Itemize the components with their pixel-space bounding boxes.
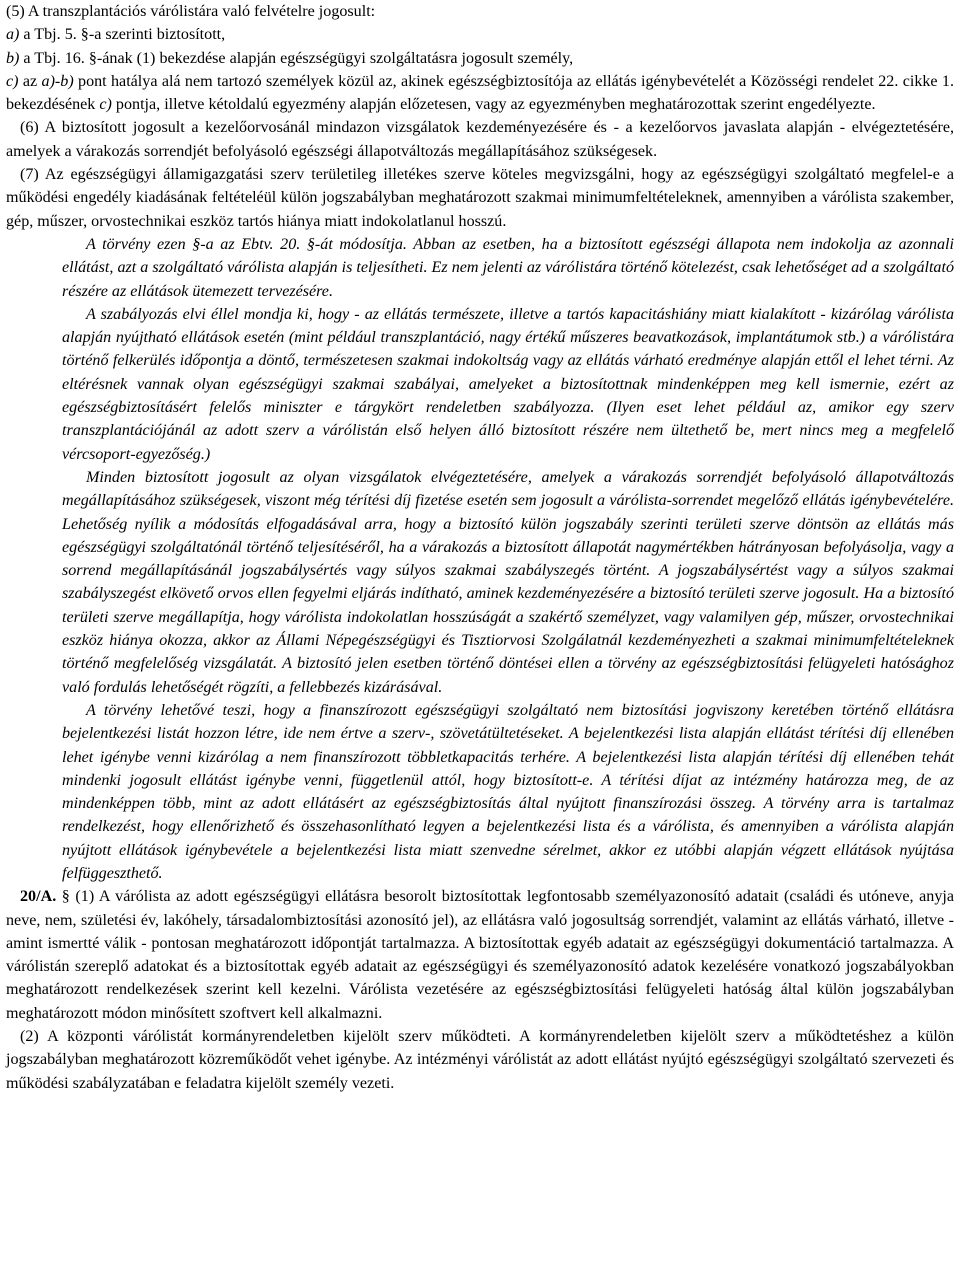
- explanatory-note-2: A szabályozás elvi éllel mondja ki, hogy - az ellátás természete, illetve a tartós kapacitáshiány miatt kialakított - kizárólag várólista alapján nyújtható ellátások esetén (mint például transzplantáció, nagy értékű műszeres beavatkozások, implantátumok stb.) a várólistára történő felkerülés időpontja a döntő, természetesen szakmai indokoltság vagy az ellátás várható eredménye alapján ettől el lehet térni. Az eltérésnek vannak olyan egészségügyi szakmai szabályai, amelyeket a biztosítottnak mindenképpen meg kell ismernie, ezért az egészségbiztosításért felelős miniszter e tárgykört rendeletben szabályozza. (Ilyen eset lehet például az, amikor egy szerv transzplantációjánál az adott szerv a várólistán első helyen álló biztosított részére nem ültethető be, mert nincs meg a megfelelő vércsoport-egyezőség.): [62, 305, 954, 463]
- paragraph-5-item-c: c) az a)-b) pont hatálya alá nem tartozó személyek közül az, akinek egészségbiztosítója az ellátás igénybevételét a Közösségi rendelet 22. cikke 1. bekezdésének c) pontja, illetve kétoldalú egyezmény alapján előzetesen, vagy az egyezményben meghatározottak szerint engedélyezte.: [6, 72, 954, 114]
- paragraph-5-item-b: b) a Tbj. 16. §-ának (1) bekezdése alapján egészségügyi szolgáltatásra jogosult személy,: [6, 49, 574, 67]
- paragraph-7: (7) Az egészségügyi államigazgatási szerv területileg illetékes szerve köteles megvizsgálni, hogy az egészségügyi szolgáltató megfelel-e a működési engedély kiadásának feltételéül külön jogszabályban meghatározott szakmai minimumfeltételeknek, amennyiben a várólista szakember, gép, műszer, orvostechnikai eszköz tartós hiánya miatt indokolatlanul hosszú.: [6, 166, 954, 230]
- paragraph-5-intro: (5) A transzplantációs várólistára való felvételre jogosult:: [6, 3, 376, 20]
- section-20a-paragraph-1: 20/A. § (1) A várólista az adott egészségügyi ellátásra besorolt biztosítottak legfontosabb személyazonosító adatait (családi és utóneve, anyja neve, nem, születési év, lakóhely, társadalombiztosítási azonosító jel), az ellátásra való jogosultság sorrendjét, valamint az ellátás várható, illetve - amint ismertté válik - pontosan meghatározott időpontját tartalmazza. A biztosítottak egyéb adatait az egészségügyi dokumentáció tartalmazza. A várólistán szereplő adatokat és a biztosítottak egyéb adatait az egészségügyi és személyazonosító adatok kezelésére vonatkozó jogszabályokban meghatározott rendelkezések szerint kell kezelni. Várólista vezetésére az egészségbiztosítási felügyeleti hatóság által külön jogszabályban meghatározott módon minősített szoftvert kell alkalmazni.: [6, 888, 954, 1022]
- paragraph-5-item-a: a) a Tbj. 5. §-a szerinti biztosított,: [6, 26, 226, 44]
- section-20a-heading: 20/A.: [20, 888, 57, 906]
- explanatory-note-1: A törvény ezen §-a az Ebtv. 20. §-át módosítja. Abban az esetben, ha a biztosított egészségi állapota nem indokolja az azonnali ellátást, azt a szolgáltató várólista alapján is teljesítheti. Ez nem jelenti az várólistára történő kötelezést, csak lehetőséget ad a szolgáltató részére az ellátások ütemezett tervezésére.: [62, 235, 954, 300]
- section-20a-paragraph-2: (2) A központi várólistát kormányrendeletben kijelölt szerv működteti. A kormányrendeletben kijelölt szerv a működtetéshez a külön jogszabályban meghatározott közreműködőt vehet igénybe. Az intézményi várólistát az adott ellátást nyújtó egészségügyi szolgáltató szervezeti és működési szabályzatában e feladatra kijelölt személy vezeti.: [6, 1028, 954, 1092]
- explanatory-note-3: Minden biztosított jogosult az olyan vizsgálatok elvégeztetésére, amelyek a várakozás sorrendjét befolyásoló állapotváltozás megállapításához szükségesek, viszont még térítési díj fizetése esetén sem jogosult a várólista-sorrendet megelőző ellátás igénybevételére. Lehetőség nyílik a módosítás elfogadásával arra, hogy a biztosító külön jogszabály szerinti területi szerve döntsön az ellátás más egészségügyi szolgáltatónál történő teljesítéséről, ha a várakozás a biztosított állapotát nagymértékben hátrányosan befolyásolja, vagy a sorrend megállapításánál jogszabálysértés vagy súlyos szakmai szabályszegés történt. A jogszabálysértést vagy a súlyos szakmai szabályszegést elkövető orvos ellen fegyelmi eljárás indítható, aminek kezdeményezésére a biztosító területi szerve jogosult. Ha a biztosító területi szerve megállapítja, hogy várólista indokolatlan hosszúságát a szakértő személyzet, vagy valamilyen gép, műszer, orvostechnikai eszköz hiánya okozza, akkor az Állami Népegészségügyi és Tisztiorvosi Szolgálatnál kezdeményezheti a szakmai minimumfeltételeknek történő megfelelőség vizsgálatát. A biztosító jelen esetben történő döntései ellen a törvény az egészségbiztosítási felügyeleti hatósághoz való fordulás lehetőségét rögzíti, a fellebbezés kizárásával.: [62, 468, 954, 696]
- paragraph-6: (6) A biztosított jogosult a kezelőorvosánál mindazon vizsgálatok kezdeményezésére és - a kezelőorvos javaslata alapján - elvégeztetésére, amelyek a várakozás sorrendjét befolyásoló egészségi állapotváltozás megállapításához szükségesek.: [6, 119, 954, 160]
- explanatory-note-4: A törvény lehetővé teszi, hogy a finanszírozott egészségügyi szolgáltató nem biztosítási jogviszony keretében történő ellátásra bejelentkezési listát hozzon létre, ide nem értve a szerv-, szövetátültetéseket. A bejelentkezési lista alapján ellátást térítési díj ellenében lehet igénybe venni kizárólag a nem finanszírozott többletkapacitás terhére. A bejelentkezési lista alapján térítési díj ellenében tehát mindenki jogosult ellátást igénybe venni, függetlenül attól, hogy biztosított-e. A térítési díjat az intézmény határozza meg, de az mindenképpen több, mint az adott ellátásért az egészségbiztosítás által nyújtott finanszírozási összeg. A törvény arra is tartalmaz rendelkezést, hogy ellenőrizhető és összehasonlítható legyen a bejelentkezési lista és a várólista, és amennyiben a várólista alapján nyújtott ellátások igénybevétele a bejelentkezési lista miatt szenvedne sérelmet, akkor ez utóbbi alapján végzett ellátások nyújtása felfüggeszthető.: [62, 701, 954, 882]
